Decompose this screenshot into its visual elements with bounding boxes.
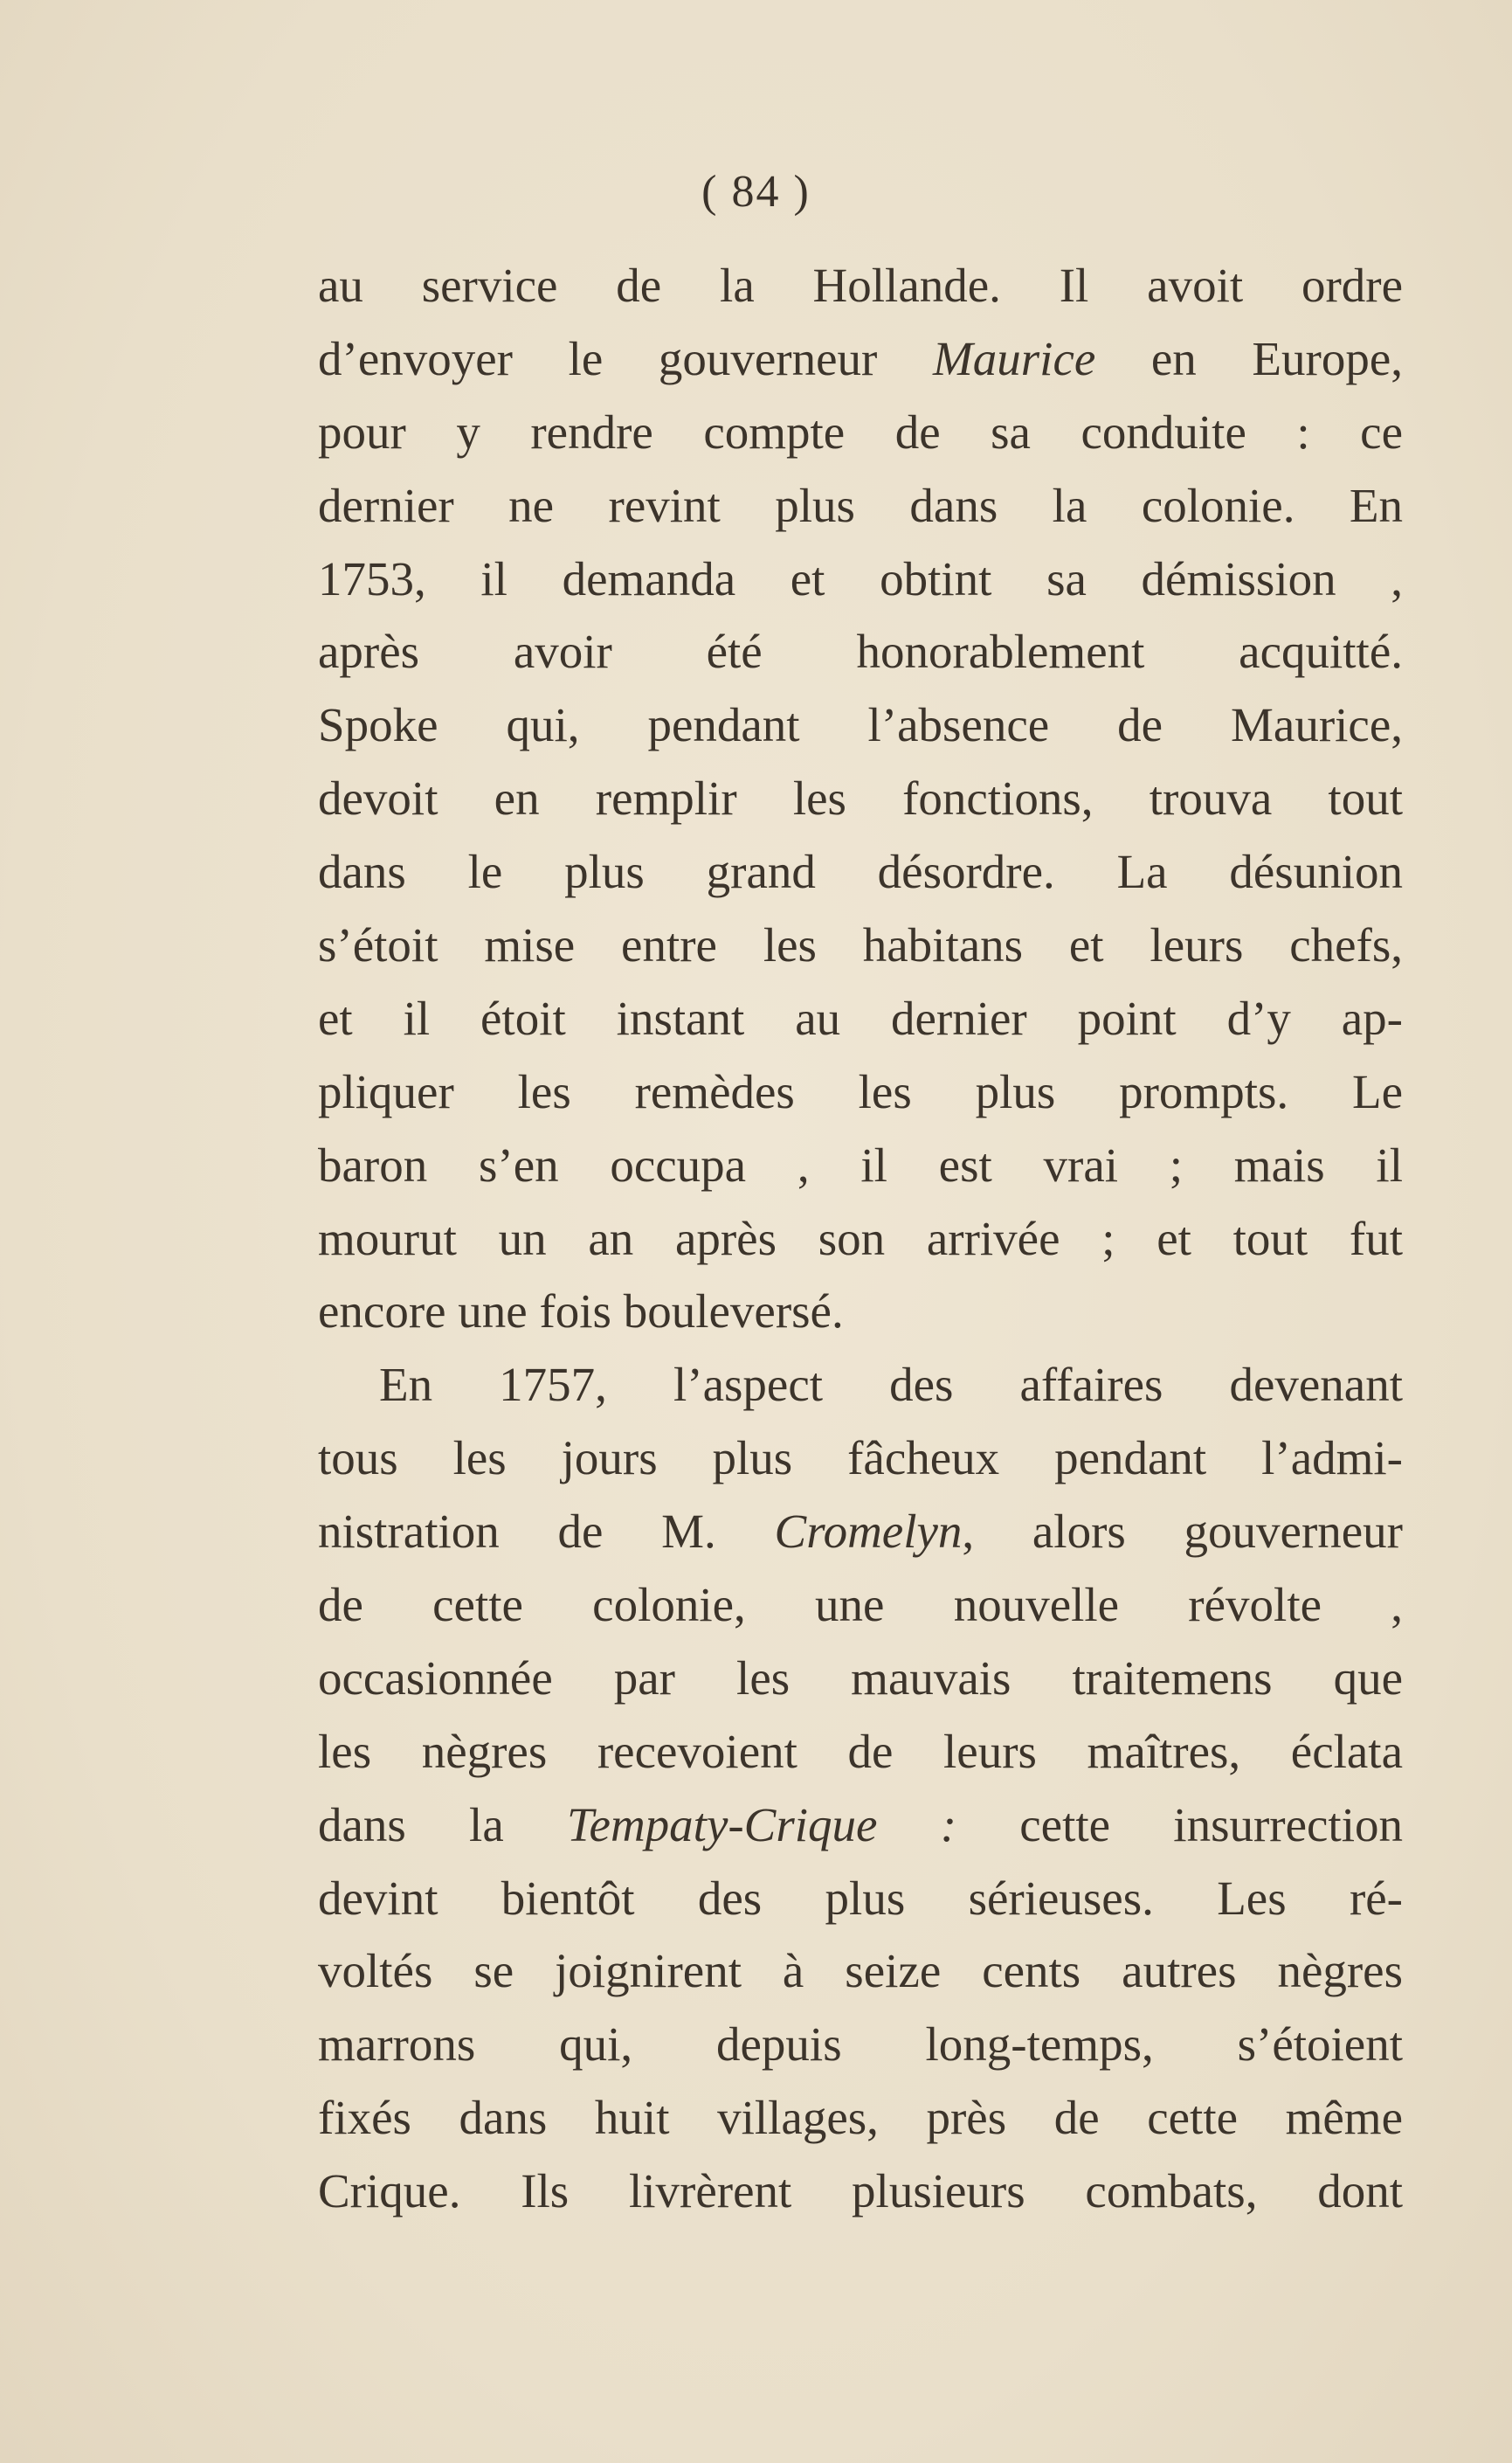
page-number: ( 84 )	[701, 167, 811, 217]
paragraph-2	[318, 1348, 1403, 2228]
text-line: devint bientôt des plus sérieuses. Les ré-	[318, 1871, 1403, 1925]
text-line: encore une fois bouleversé.	[318, 1284, 844, 1339]
body-text	[318, 249, 1403, 2228]
text-line: En 1757, l’aspect des affaires devenant	[379, 1358, 1403, 1412]
text-line: pour y rendre compte de sa conduite : ce	[318, 405, 1403, 459]
paragraph-1	[318, 249, 1403, 1348]
text-line: Crique. Ils livrèrent plusieurs combats, dont	[318, 2164, 1403, 2218]
text-line: occasionnée par les mauvais traitemens que	[318, 1650, 1403, 1705]
text-line: au service de la Hollande. Il avoit ordre	[318, 259, 1403, 312]
text-line: nistration de M. Cromelyn, alors gouverneur	[318, 1505, 1403, 1559]
text-line: s’étoit mise entre les habitans et leurs chefs,	[318, 918, 1403, 972]
text-line: voltés se joignirent à seize cents autres nègres	[318, 1944, 1403, 1998]
text-line: fixés dans huit villages, près de cette même	[318, 2091, 1403, 2145]
text-line: tous les jours plus fâcheux pendant l’admi-	[318, 1431, 1403, 1485]
text-line: 1753, il demanda et obtint sa démission ,	[318, 551, 1403, 605]
text-line: de cette colonie, une nouvelle révolte ,	[318, 1578, 1403, 1632]
text-line: devoit en remplir les fonctions, trouva tout	[318, 771, 1403, 826]
text-line: d’envoyer le gouverneur Maurice en Europe,	[318, 331, 1403, 385]
text-line: Spoke qui, pendant l’absence de Maurice,	[318, 698, 1403, 752]
text-line: les nègres recevoient de leurs maîtres, éclata	[318, 1724, 1403, 1778]
text-line: dernier ne revint plus dans la colonie. En	[318, 478, 1403, 532]
text-line: et il étoit instant au dernier point d’y ap-	[318, 991, 1403, 1045]
text-line: marrons qui, depuis long-temps, s’étoient	[318, 2017, 1403, 2072]
text-line: après avoir été honorablement acquitté.	[318, 625, 1403, 679]
text-line: mourut un an après son arrivée ; et tout fut	[318, 1211, 1403, 1265]
text-line: pliquer les remèdes les plus prompts. Le	[318, 1064, 1403, 1118]
text-line: baron s’en occupa , il est vrai ; mais il	[318, 1138, 1403, 1192]
text-line: dans la Tempaty-Crique : cette insurrection	[318, 1797, 1403, 1851]
text-line: dans le plus grand désordre. La désunion	[318, 845, 1403, 899]
